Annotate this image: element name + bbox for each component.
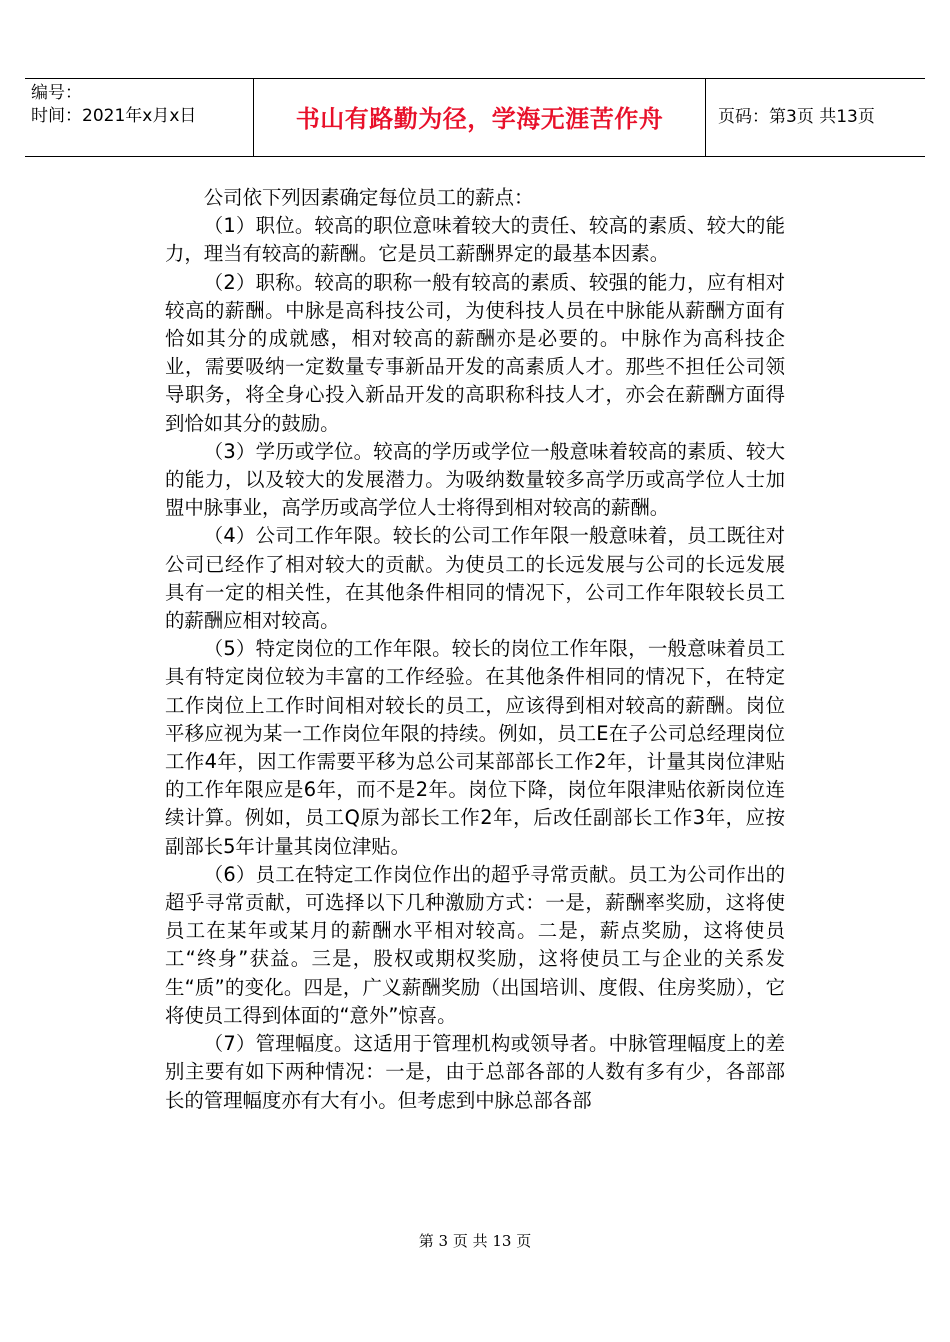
paragraph-company-tenure: （4）公司工作年限。较长的公司工作年限一般意味着，员工既往对公司已经作了相对较大的贡献。为使员工的长远发展与公司的长远发展具有一定的相关性，在其他条件相同的情况下，公司工作年限较长员工的薪酬应相对较高。 bbox=[165, 524, 785, 633]
paragraph-education: （3）学历或学位。较高的学历或学位一般意味着较高的素质、较大的能力，以及较大的发展潜力。为吸纳数量较多高学历或高学位人士加盟中脉事业，高学历或高学位人士将得到相对较高的薪酬。 bbox=[165, 439, 785, 520]
paragraph-contribution: （6）员工在特定工作岗位作出的超乎寻常贡献。员工为公司作出的超乎寻常贡献，可选择以下几种激励方式：一是，薪酬率奖励，这将使员工在某年或某月的薪酬水平相对较高。二是，薪点奖励，这将使员工“终身”获益。三是，股权或期权奖励，这将使员工与企业的关系发生“质”的变化。四是，广义薪酬奖励（出国培训、度假、住房奖励），它将使员工得到体面的“意外”惊喜。 bbox=[165, 862, 785, 1027]
time-label: 时间：2021年x月x日 bbox=[31, 106, 197, 126]
document-body bbox=[165, 184, 785, 1115]
intro-paragraph: 公司依下列因素确定每位员工的薪点： bbox=[203, 186, 534, 209]
paragraph-management-span: （7）管理幅度。这适用于管理机构或领导者。中脉管理幅度上的差别主要有如下两种情况：一是，由于总部各部的人数有多有少，各部部长的管理幅度亦有大有小。但考虑到中脉总部各部 bbox=[165, 1032, 785, 1112]
paragraph-title: （2）职称。较高的职称一般有较高的素质、较强的能力，应有相对较高的薪酬。中脉是高科技公司，为使科技人员在中脉能从薪酬方面有恰如其分的成就感，相对较高的薪酬亦是必要的。中脉作为高科技企业，需要吸纳一定数量专事新品开发的高素质人才。那些不担任公司领导职务，将全身心投入新品开发的高职称科技人才，亦会在薪酬方面得到恰如其分的鼓励。 bbox=[165, 270, 785, 435]
header-page-info: 页码：第3页 共13页 bbox=[718, 107, 875, 127]
paragraph-position: （1）职位。较高的职位意味着较大的责任、较高的素质、较大的能力，理当有较高的薪酬。它是员工薪酬界定的最基本因素。 bbox=[165, 214, 785, 266]
page-header bbox=[25, 78, 925, 157]
page-footer: 第 3 页 共 13 页 bbox=[418, 1232, 532, 1250]
header-left-cell bbox=[25, 79, 254, 156]
header-motto-cell bbox=[254, 79, 706, 156]
header-motto: 书山有路勤为径，学海无涯苦作舟 bbox=[295, 105, 664, 133]
header-right-cell bbox=[706, 79, 925, 156]
paragraph-position-tenure: （5）特定岗位的工作年限。较长的岗位工作年限，一般意味着员工具有特定岗位较为丰富的工作经验。在其他条件相同的情况下，在特定工作岗位上工作时间相对较长的员工，应该得到相对较高的薪酬。岗位平移应视为某一工作岗位年限的持续。例如，员工E在子公司总经理岗位工作4年，因工作需要平移为总公司某部部长工作2年，计量其岗位津贴的工作年限应是6年，而不是2年。岗位下降，岗位年限津贴依新岗位连续计算。例如，员工Q原为部长工作2年，后改任副部长工作3年，应按副部长5年计量其岗位津贴。 bbox=[165, 637, 785, 858]
serial-label: 编号： bbox=[31, 83, 82, 103]
